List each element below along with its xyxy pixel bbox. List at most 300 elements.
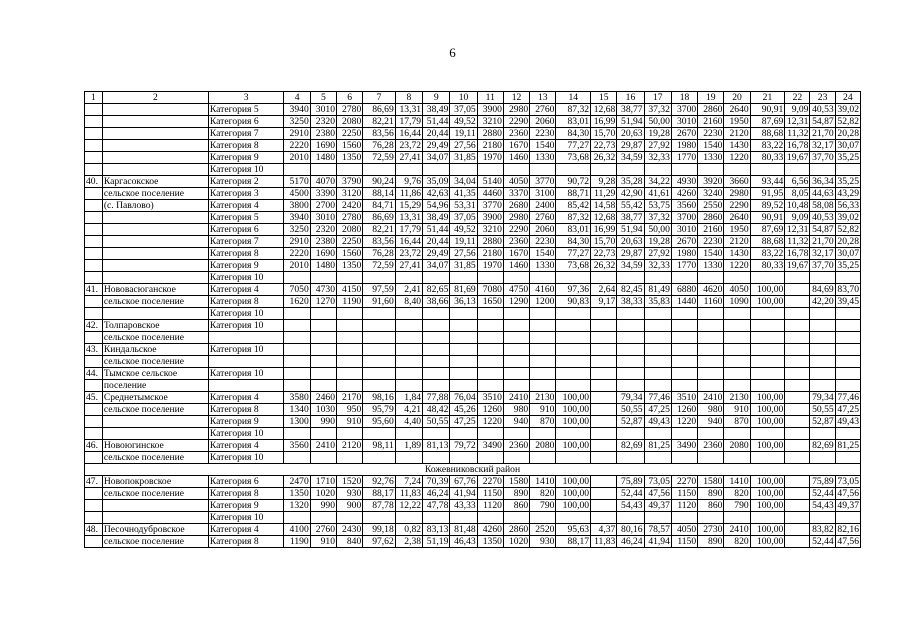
value-cell: 55,42 bbox=[617, 200, 644, 212]
value-cell: 4050 bbox=[724, 284, 750, 296]
value-cell bbox=[310, 344, 336, 356]
settlement-name bbox=[102, 416, 208, 428]
value-cell bbox=[395, 272, 422, 284]
value-cell: 38,77 bbox=[617, 212, 644, 224]
value-cell: 2230 bbox=[530, 236, 556, 248]
value-cell: 84,69 bbox=[810, 284, 835, 296]
value-cell: 82,21 bbox=[363, 224, 396, 236]
value-cell bbox=[284, 368, 310, 380]
value-cell bbox=[810, 356, 835, 368]
value-cell bbox=[591, 164, 617, 176]
value-cell: 890 bbox=[698, 488, 724, 500]
value-cell: 52,87 bbox=[810, 416, 835, 428]
value-cell: 2670 bbox=[671, 128, 697, 140]
category-cell: Категория 4 bbox=[208, 284, 284, 296]
value-cell: 2270 bbox=[477, 476, 503, 488]
value-cell: 51,44 bbox=[423, 224, 450, 236]
value-cell: 4620 bbox=[698, 284, 724, 296]
value-cell bbox=[310, 272, 336, 284]
value-cell: 1950 bbox=[724, 224, 750, 236]
value-cell bbox=[835, 512, 860, 524]
value-cell bbox=[785, 500, 810, 512]
settlement-name bbox=[102, 128, 208, 140]
header-cell: 15 bbox=[591, 92, 617, 104]
value-cell: 31,85 bbox=[450, 260, 477, 272]
value-cell: 98,11 bbox=[363, 440, 396, 452]
value-cell bbox=[423, 512, 450, 524]
value-cell bbox=[810, 320, 835, 332]
value-cell: 1350 bbox=[477, 536, 503, 548]
value-cell bbox=[363, 452, 396, 464]
value-cell: 13,31 bbox=[395, 212, 422, 224]
table-row bbox=[85, 284, 861, 296]
value-cell: 19,28 bbox=[644, 128, 671, 140]
value-cell: 2080 bbox=[336, 224, 362, 236]
header-cell: 17 bbox=[644, 92, 671, 104]
value-cell: 73,68 bbox=[556, 260, 591, 272]
value-cell: 3510 bbox=[671, 392, 697, 404]
value-cell bbox=[785, 308, 810, 320]
value-cell: 930 bbox=[530, 536, 556, 548]
value-cell: 2010 bbox=[284, 152, 310, 164]
value-cell: 100,00 bbox=[750, 488, 785, 500]
value-cell: 2880 bbox=[477, 128, 503, 140]
value-cell: 3370 bbox=[503, 188, 529, 200]
value-cell: 34,59 bbox=[617, 152, 644, 164]
value-cell: 75,89 bbox=[810, 476, 835, 488]
value-cell: 3120 bbox=[336, 188, 362, 200]
value-cell: 77,27 bbox=[556, 140, 591, 152]
value-cell: 2060 bbox=[530, 116, 556, 128]
value-cell: 98,16 bbox=[363, 392, 396, 404]
value-cell bbox=[617, 320, 644, 332]
value-cell bbox=[785, 332, 810, 344]
value-cell bbox=[450, 452, 477, 464]
value-cell bbox=[785, 380, 810, 392]
value-cell: 51,19 bbox=[423, 536, 450, 548]
header-cell: 4 bbox=[284, 92, 310, 104]
settlement-name: Песочнодубровское bbox=[102, 524, 208, 536]
value-cell bbox=[785, 356, 810, 368]
value-cell: 4730 bbox=[310, 284, 336, 296]
table-row bbox=[85, 152, 861, 164]
value-cell bbox=[835, 452, 860, 464]
value-cell bbox=[785, 416, 810, 428]
value-cell bbox=[423, 164, 450, 176]
value-cell: 100,00 bbox=[750, 416, 785, 428]
value-cell: 97,59 bbox=[363, 284, 396, 296]
data-table bbox=[84, 91, 861, 548]
value-cell: 3490 bbox=[477, 440, 503, 452]
value-cell: 49,37 bbox=[835, 500, 860, 512]
value-cell bbox=[724, 308, 750, 320]
header-cell: 8 bbox=[395, 92, 422, 104]
value-cell: 910 bbox=[310, 536, 336, 548]
value-cell: 80,33 bbox=[750, 152, 785, 164]
value-cell bbox=[835, 272, 860, 284]
header-cell: 24 bbox=[835, 92, 860, 104]
value-cell bbox=[644, 332, 671, 344]
value-cell: 3250 bbox=[284, 116, 310, 128]
value-cell: 2640 bbox=[724, 104, 750, 116]
value-cell bbox=[750, 320, 785, 332]
value-cell bbox=[336, 368, 362, 380]
value-cell: 77,46 bbox=[835, 392, 860, 404]
value-cell bbox=[617, 368, 644, 380]
value-cell: 29,87 bbox=[617, 248, 644, 260]
settlement-name: сельское поселение bbox=[102, 452, 208, 464]
value-cell: 1030 bbox=[310, 404, 336, 416]
category-cell bbox=[208, 356, 284, 368]
value-cell: 49,43 bbox=[644, 416, 671, 428]
value-cell: 890 bbox=[503, 488, 529, 500]
value-cell bbox=[810, 428, 835, 440]
value-cell: 2910 bbox=[284, 236, 310, 248]
row-number bbox=[85, 512, 103, 524]
value-cell: 940 bbox=[698, 416, 724, 428]
table-row bbox=[85, 476, 861, 488]
category-cell: Категория 4 bbox=[208, 200, 284, 212]
value-cell: 1970 bbox=[477, 152, 503, 164]
value-cell bbox=[530, 368, 556, 380]
category-cell: Категория 8 bbox=[208, 140, 284, 152]
value-cell: 46,24 bbox=[423, 488, 450, 500]
value-cell bbox=[395, 320, 422, 332]
value-cell bbox=[617, 272, 644, 284]
value-cell bbox=[617, 344, 644, 356]
value-cell: 52,82 bbox=[835, 224, 860, 236]
value-cell bbox=[810, 344, 835, 356]
value-cell: 1220 bbox=[724, 260, 750, 272]
row-number: 47. bbox=[85, 476, 103, 488]
value-cell: 30,07 bbox=[835, 248, 860, 260]
value-cell bbox=[617, 428, 644, 440]
category-cell: Категория 4 bbox=[208, 392, 284, 404]
value-cell: 52,82 bbox=[835, 116, 860, 128]
value-cell: 87,78 bbox=[363, 500, 396, 512]
category-cell bbox=[208, 332, 284, 344]
value-cell bbox=[750, 344, 785, 356]
row-number: 40. bbox=[85, 176, 103, 188]
value-cell: 82,21 bbox=[363, 116, 396, 128]
table-row bbox=[85, 356, 861, 368]
value-cell bbox=[556, 380, 591, 392]
value-cell: 82,69 bbox=[617, 440, 644, 452]
value-cell bbox=[671, 308, 697, 320]
value-cell: 2400 bbox=[530, 200, 556, 212]
value-cell: 90,91 bbox=[750, 212, 785, 224]
category-cell: Категория 10 bbox=[208, 344, 284, 356]
value-cell: 35,25 bbox=[835, 260, 860, 272]
value-cell: 100,00 bbox=[750, 296, 785, 308]
value-cell bbox=[810, 272, 835, 284]
value-cell: 88,68 bbox=[750, 236, 785, 248]
district-row bbox=[85, 464, 861, 476]
value-cell: 85,42 bbox=[556, 200, 591, 212]
value-cell bbox=[363, 344, 396, 356]
value-cell: 4,21 bbox=[395, 404, 422, 416]
value-cell: 51,94 bbox=[617, 224, 644, 236]
value-cell bbox=[423, 272, 450, 284]
header-cell: 19 bbox=[698, 92, 724, 104]
value-cell bbox=[363, 332, 396, 344]
value-cell: 30,07 bbox=[835, 140, 860, 152]
value-cell: 940 bbox=[503, 416, 529, 428]
value-cell: 2230 bbox=[698, 236, 724, 248]
table-row bbox=[85, 308, 861, 320]
category-cell: Категория 10 bbox=[208, 320, 284, 332]
value-cell bbox=[810, 332, 835, 344]
value-cell bbox=[724, 164, 750, 176]
value-cell bbox=[785, 452, 810, 464]
value-cell bbox=[810, 368, 835, 380]
value-cell bbox=[617, 332, 644, 344]
settlement-name: сельское поселение bbox=[102, 332, 208, 344]
value-cell bbox=[644, 344, 671, 356]
category-cell: Категория 6 bbox=[208, 224, 284, 236]
value-cell bbox=[724, 320, 750, 332]
row-number: 45. bbox=[85, 392, 103, 404]
value-cell bbox=[835, 380, 860, 392]
value-cell: 2250 bbox=[336, 128, 362, 140]
row-number bbox=[85, 248, 103, 260]
value-cell: 16,78 bbox=[785, 248, 810, 260]
value-cell: 1290 bbox=[503, 296, 529, 308]
value-cell: 2080 bbox=[724, 440, 750, 452]
value-cell: 17,79 bbox=[395, 224, 422, 236]
value-cell bbox=[363, 428, 396, 440]
value-cell: 29,49 bbox=[423, 140, 450, 152]
value-cell: 16,99 bbox=[591, 116, 617, 128]
value-cell bbox=[284, 332, 310, 344]
value-cell: 2760 bbox=[310, 524, 336, 536]
value-cell bbox=[617, 452, 644, 464]
value-cell: 1560 bbox=[336, 248, 362, 260]
row-number bbox=[85, 404, 103, 416]
value-cell: 2730 bbox=[698, 524, 724, 536]
value-cell: 16,44 bbox=[395, 128, 422, 140]
value-cell bbox=[698, 368, 724, 380]
value-cell: 870 bbox=[724, 416, 750, 428]
value-cell bbox=[450, 332, 477, 344]
value-cell: 2230 bbox=[530, 128, 556, 140]
value-cell bbox=[750, 164, 785, 176]
table-row bbox=[85, 512, 861, 524]
district-name: Кожевниковский район bbox=[85, 464, 861, 476]
value-cell: 2410 bbox=[503, 392, 529, 404]
value-cell: 100,00 bbox=[750, 536, 785, 548]
value-cell bbox=[284, 452, 310, 464]
category-cell: Категория 9 bbox=[208, 416, 284, 428]
settlement-name bbox=[102, 272, 208, 284]
value-cell bbox=[477, 308, 503, 320]
value-cell bbox=[503, 356, 529, 368]
value-cell: 2700 bbox=[310, 200, 336, 212]
value-cell: 81,25 bbox=[835, 440, 860, 452]
value-cell: 1670 bbox=[503, 140, 529, 152]
value-cell bbox=[477, 332, 503, 344]
value-cell: 1020 bbox=[503, 536, 529, 548]
value-cell bbox=[423, 452, 450, 464]
value-cell: 81,25 bbox=[644, 440, 671, 452]
value-cell: 50,55 bbox=[810, 404, 835, 416]
value-cell bbox=[503, 164, 529, 176]
value-cell bbox=[395, 308, 422, 320]
value-cell: 22,73 bbox=[591, 140, 617, 152]
value-cell: 2230 bbox=[698, 128, 724, 140]
value-cell: 3510 bbox=[477, 392, 503, 404]
value-cell: 3010 bbox=[310, 212, 336, 224]
value-cell: 2880 bbox=[477, 236, 503, 248]
value-cell: 11,32 bbox=[785, 236, 810, 248]
value-cell bbox=[671, 428, 697, 440]
value-cell bbox=[785, 272, 810, 284]
value-cell: 100,00 bbox=[750, 500, 785, 512]
value-cell: 2980 bbox=[503, 212, 529, 224]
value-cell bbox=[363, 368, 396, 380]
table-row bbox=[85, 404, 861, 416]
value-cell: 2520 bbox=[530, 524, 556, 536]
value-cell bbox=[503, 344, 529, 356]
value-cell: 2670 bbox=[671, 236, 697, 248]
value-cell: 2160 bbox=[698, 224, 724, 236]
value-cell bbox=[530, 356, 556, 368]
value-cell bbox=[724, 452, 750, 464]
value-cell: 1220 bbox=[477, 416, 503, 428]
value-cell: 47,25 bbox=[835, 404, 860, 416]
value-cell: 4260 bbox=[477, 524, 503, 536]
row-number bbox=[85, 224, 103, 236]
value-cell: 13,31 bbox=[395, 104, 422, 116]
settlement-name: поселение bbox=[102, 380, 208, 392]
value-cell: 3240 bbox=[698, 188, 724, 200]
row-number: 44. bbox=[85, 368, 103, 380]
value-cell bbox=[310, 308, 336, 320]
value-cell: 87,32 bbox=[556, 212, 591, 224]
value-cell: 1980 bbox=[671, 248, 697, 260]
value-cell bbox=[530, 272, 556, 284]
table-row bbox=[85, 500, 861, 512]
value-cell: 90,83 bbox=[556, 296, 591, 308]
value-cell: 1270 bbox=[310, 296, 336, 308]
value-cell: 90,91 bbox=[750, 104, 785, 116]
value-cell: 950 bbox=[336, 404, 362, 416]
value-cell bbox=[450, 164, 477, 176]
row-number bbox=[85, 200, 103, 212]
value-cell bbox=[591, 488, 617, 500]
value-cell: 50,55 bbox=[617, 404, 644, 416]
value-cell: 3210 bbox=[477, 116, 503, 128]
table-row bbox=[85, 248, 861, 260]
value-cell: 34,22 bbox=[644, 176, 671, 188]
value-cell: 37,05 bbox=[450, 212, 477, 224]
value-cell: 49,52 bbox=[450, 224, 477, 236]
value-cell: 1410 bbox=[724, 476, 750, 488]
value-cell: 8,40 bbox=[395, 296, 422, 308]
value-cell: 52,87 bbox=[617, 416, 644, 428]
value-cell bbox=[617, 512, 644, 524]
value-cell: 3940 bbox=[284, 212, 310, 224]
category-cell: Категория 7 bbox=[208, 128, 284, 140]
value-cell: 1480 bbox=[310, 260, 336, 272]
value-cell bbox=[477, 344, 503, 356]
value-cell bbox=[530, 320, 556, 332]
value-cell: 3010 bbox=[671, 224, 697, 236]
header-cell: 18 bbox=[671, 92, 697, 104]
value-cell: 2010 bbox=[284, 260, 310, 272]
value-cell: 2760 bbox=[530, 104, 556, 116]
value-cell: 39,02 bbox=[835, 212, 860, 224]
row-number bbox=[85, 260, 103, 272]
header-cell: 10 bbox=[450, 92, 477, 104]
value-cell: 100,00 bbox=[556, 416, 591, 428]
value-cell: 1950 bbox=[724, 116, 750, 128]
value-cell bbox=[591, 320, 617, 332]
value-cell bbox=[310, 512, 336, 524]
value-cell: 87,69 bbox=[750, 224, 785, 236]
settlement-name: Тымское сельское bbox=[102, 368, 208, 380]
value-cell bbox=[591, 344, 617, 356]
value-cell: 1330 bbox=[530, 152, 556, 164]
value-cell: 16,78 bbox=[785, 140, 810, 152]
settlement-name: Каргасокское bbox=[102, 176, 208, 188]
value-cell bbox=[785, 440, 810, 452]
value-cell bbox=[617, 380, 644, 392]
value-cell bbox=[450, 512, 477, 524]
table-row bbox=[85, 428, 861, 440]
value-cell bbox=[530, 512, 556, 524]
value-cell: 27,56 bbox=[450, 140, 477, 152]
value-cell: 20,28 bbox=[835, 128, 860, 140]
value-cell bbox=[423, 332, 450, 344]
header-cell: 12 bbox=[503, 92, 529, 104]
settlement-name bbox=[102, 500, 208, 512]
header-cell: 3 bbox=[208, 92, 284, 104]
table-row bbox=[85, 260, 861, 272]
value-cell bbox=[395, 344, 422, 356]
value-cell: 3100 bbox=[530, 188, 556, 200]
value-cell bbox=[810, 512, 835, 524]
value-cell bbox=[363, 164, 396, 176]
page-number: 6 bbox=[449, 45, 456, 60]
value-cell: 88,17 bbox=[556, 536, 591, 548]
value-cell bbox=[724, 380, 750, 392]
value-cell: 77,88 bbox=[423, 392, 450, 404]
value-cell bbox=[835, 308, 860, 320]
value-cell bbox=[750, 356, 785, 368]
header-cell: 9 bbox=[423, 92, 450, 104]
settlement-name bbox=[102, 116, 208, 128]
value-cell: 1350 bbox=[284, 488, 310, 500]
value-cell: 2380 bbox=[310, 128, 336, 140]
value-cell bbox=[785, 476, 810, 488]
table-row bbox=[85, 116, 861, 128]
category-cell: Категория 4 bbox=[208, 440, 284, 452]
value-cell: 67,76 bbox=[450, 476, 477, 488]
value-cell: 2360 bbox=[698, 440, 724, 452]
value-cell: 1560 bbox=[336, 140, 362, 152]
value-cell: 3900 bbox=[477, 212, 503, 224]
value-cell bbox=[477, 368, 503, 380]
value-cell: 83,70 bbox=[835, 284, 860, 296]
value-cell: 2910 bbox=[284, 128, 310, 140]
value-cell: 38,33 bbox=[617, 296, 644, 308]
row-number bbox=[85, 104, 103, 116]
value-cell: 19,67 bbox=[785, 260, 810, 272]
value-cell bbox=[785, 392, 810, 404]
row-number: 48. bbox=[85, 524, 103, 536]
table-row bbox=[85, 368, 861, 380]
